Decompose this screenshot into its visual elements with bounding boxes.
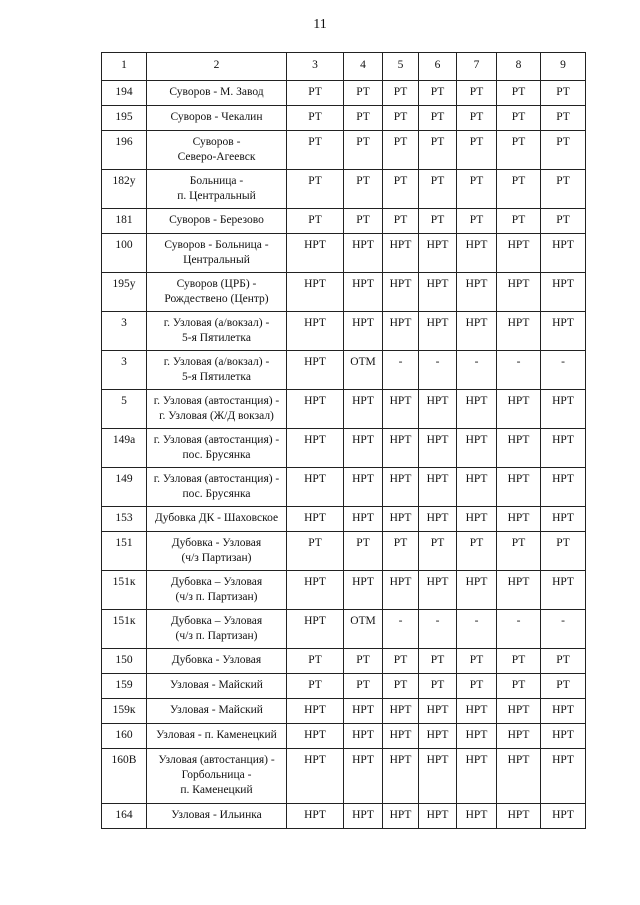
status-cell: НРТ [287,312,344,351]
route-name: Дубовка - Узловая (ч/з Партизан) [147,532,287,571]
status-cell: ОТМ [344,351,383,390]
status-cell: РТ [383,209,419,234]
status-cell: - [383,351,419,390]
status-cell: НРТ [287,749,344,804]
status-cell: НРТ [287,468,344,507]
status-cell: РТ [344,106,383,131]
table-row [102,468,586,507]
status-cell: НРТ [457,429,497,468]
table-row [102,804,586,829]
route-name: Суворов - Северо-Агеевск [147,131,287,170]
status-cell: РТ [344,649,383,674]
status-cell: РТ [383,649,419,674]
status-cell: НРТ [457,699,497,724]
route-number: 159к [102,699,147,724]
status-cell: НРТ [419,571,457,610]
status-cell: РТ [287,674,344,699]
status-cell: НРТ [383,429,419,468]
status-cell: НРТ [457,749,497,804]
status-cell: РТ [457,649,497,674]
route-name: Суворов - Березово [147,209,287,234]
status-cell: НРТ [457,468,497,507]
route-name: г. Узловая (автостанция) - пос. Брусянка [147,429,287,468]
status-cell: НРТ [497,468,541,507]
status-cell: НРТ [457,571,497,610]
route-name: г. Узловая (а/вокзал) - 5-я Пятилетка [147,351,287,390]
status-cell: НРТ [287,429,344,468]
status-cell: НРТ [344,507,383,532]
status-cell: НРТ [497,699,541,724]
route-name: г. Узловая (а/вокзал) - 5-я Пятилетка [147,312,287,351]
status-cell: НРТ [344,312,383,351]
status-cell: РТ [497,106,541,131]
status-cell: РТ [457,81,497,106]
status-cell: - [419,351,457,390]
status-cell: РТ [419,674,457,699]
status-cell: НРТ [419,468,457,507]
status-cell: НРТ [383,507,419,532]
status-cell: НРТ [457,804,497,829]
status-cell: НРТ [541,234,586,273]
status-cell: НРТ [419,804,457,829]
status-cell: НРТ [344,724,383,749]
status-cell: НРТ [419,312,457,351]
status-cell: НРТ [541,804,586,829]
status-cell: НРТ [383,390,419,429]
status-cell: РТ [344,81,383,106]
status-cell: НРТ [287,804,344,829]
status-cell: РТ [344,532,383,571]
status-cell: НРТ [287,610,344,649]
status-cell: НРТ [457,724,497,749]
status-cell: - [541,351,586,390]
status-cell: НРТ [287,234,344,273]
status-cell: РТ [383,532,419,571]
column-header-8: 8 [497,53,541,81]
route-number: 181 [102,209,147,234]
status-cell: НРТ [541,571,586,610]
table-row [102,234,586,273]
status-cell: РТ [287,649,344,674]
status-cell: РТ [497,532,541,571]
table-row [102,106,586,131]
status-cell: НРТ [383,571,419,610]
status-cell: НРТ [541,699,586,724]
table-row [102,507,586,532]
column-header-4: 4 [344,53,383,81]
status-cell: НРТ [287,273,344,312]
status-cell: НРТ [419,749,457,804]
status-cell: НРТ [541,312,586,351]
table-row [102,724,586,749]
status-cell: НРТ [383,724,419,749]
status-cell: НРТ [497,724,541,749]
status-cell: НРТ [383,312,419,351]
status-cell: РТ [344,131,383,170]
status-cell: РТ [419,131,457,170]
status-cell: - [419,610,457,649]
status-cell: НРТ [457,312,497,351]
status-cell: НРТ [497,390,541,429]
status-cell: РТ [419,209,457,234]
status-cell: РТ [419,106,457,131]
table-row [102,610,586,649]
status-cell: РТ [541,649,586,674]
status-cell: РТ [457,674,497,699]
column-header-3: 3 [287,53,344,81]
status-cell: - [457,351,497,390]
column-header-2: 2 [147,53,287,81]
route-name: г. Узловая (автостанция) - г. Узловая (Ж/Д вокзал) [147,390,287,429]
status-cell: НРТ [497,429,541,468]
status-cell: НРТ [419,234,457,273]
status-cell: РТ [344,674,383,699]
status-cell: НРТ [344,273,383,312]
status-cell: РТ [383,131,419,170]
status-cell: НРТ [457,234,497,273]
status-cell: ОТМ [344,610,383,649]
status-cell: НРТ [383,468,419,507]
status-cell: НРТ [287,699,344,724]
route-number: 151к [102,571,147,610]
table-row [102,81,586,106]
status-cell: НРТ [457,390,497,429]
status-cell: НРТ [497,749,541,804]
status-cell: НРТ [287,507,344,532]
status-cell: РТ [457,106,497,131]
route-name: Дубовка ДК - Шаховское [147,507,287,532]
status-cell: РТ [541,209,586,234]
status-cell: НРТ [541,273,586,312]
status-cell: РТ [457,170,497,209]
status-cell: РТ [541,170,586,209]
route-name: Узловая - п. Каменецкий [147,724,287,749]
status-cell: РТ [541,532,586,571]
status-cell: НРТ [419,724,457,749]
status-cell: РТ [287,532,344,571]
status-cell: НРТ [497,312,541,351]
status-cell: РТ [383,81,419,106]
status-cell: НРТ [419,390,457,429]
route-number: 149 [102,468,147,507]
status-cell: РТ [497,649,541,674]
route-number: 160 [102,724,147,749]
route-number: 153 [102,507,147,532]
status-cell: НРТ [344,390,383,429]
status-cell: НРТ [383,804,419,829]
status-cell: РТ [287,131,344,170]
status-cell: РТ [419,649,457,674]
column-header-6: 6 [419,53,457,81]
status-cell: РТ [287,209,344,234]
status-cell: РТ [541,674,586,699]
status-cell: РТ [287,106,344,131]
route-name: Суворов - М. Завод [147,81,287,106]
status-cell: НРТ [344,468,383,507]
status-cell: РТ [383,106,419,131]
status-cell: НРТ [419,699,457,724]
header-row [102,53,586,81]
table-row [102,649,586,674]
status-cell: РТ [344,209,383,234]
status-cell: - [497,610,541,649]
status-cell: - [541,610,586,649]
status-cell: НРТ [383,234,419,273]
status-cell: РТ [457,131,497,170]
status-cell: РТ [541,106,586,131]
route-name: г. Узловая (автостанция) - пос. Брусянка [147,468,287,507]
status-cell: РТ [287,81,344,106]
column-header-1: 1 [102,53,147,81]
status-cell: НРТ [287,724,344,749]
table-row [102,699,586,724]
table-row [102,390,586,429]
status-cell: НРТ [344,234,383,273]
status-cell: НРТ [344,804,383,829]
route-number: 3 [102,351,147,390]
table-row [102,749,586,804]
route-number: 194 [102,81,147,106]
column-header-9: 9 [541,53,586,81]
status-cell: РТ [344,170,383,209]
status-cell: НРТ [497,571,541,610]
status-cell: РТ [541,81,586,106]
page-number: 11 [313,17,327,32]
status-cell: НРТ [287,390,344,429]
status-cell: НРТ [541,507,586,532]
status-cell: НРТ [541,390,586,429]
route-number: 151 [102,532,147,571]
route-name: Узловая - Ильинка [147,804,287,829]
status-cell: - [497,351,541,390]
route-number: 5 [102,390,147,429]
route-number: 100 [102,234,147,273]
route-name: Узловая (автостанция) - Горбольница - п. Каменецкий [147,749,287,804]
route-name: Больница - п. Центральный [147,170,287,209]
status-cell: РТ [497,209,541,234]
table-row [102,532,586,571]
table-row [102,170,586,209]
status-cell: НРТ [541,468,586,507]
status-cell: - [383,610,419,649]
status-cell: НРТ [344,699,383,724]
column-header-5: 5 [383,53,419,81]
status-cell: РТ [383,674,419,699]
status-cell: НРТ [419,273,457,312]
route-number: 151к [102,610,147,649]
status-cell: НРТ [383,699,419,724]
status-cell: РТ [419,170,457,209]
column-header-7: 7 [457,53,497,81]
table-row [102,209,586,234]
status-cell: РТ [457,532,497,571]
status-cell: РТ [419,81,457,106]
status-cell: НРТ [497,507,541,532]
route-name: Суворов - Чекалин [147,106,287,131]
route-number: 149а [102,429,147,468]
status-cell: НРТ [383,273,419,312]
status-cell: РТ [419,532,457,571]
status-cell: НРТ [344,429,383,468]
route-name: Дубовка - Узловая [147,649,287,674]
table-row [102,312,586,351]
status-cell: НРТ [541,724,586,749]
status-cell: НРТ [457,507,497,532]
status-cell: НРТ [287,351,344,390]
table-row [102,571,586,610]
route-name: Узловая - Майский [147,699,287,724]
route-number: 160В [102,749,147,804]
table-row [102,351,586,390]
status-cell: РТ [497,170,541,209]
route-number: 182у [102,170,147,209]
route-name: Суворов - Больница - Центральный [147,234,287,273]
status-cell: РТ [541,131,586,170]
status-cell: РТ [287,170,344,209]
route-number: 196 [102,131,147,170]
route-name: Дубовка – Узловая (ч/з п. Партизан) [147,571,287,610]
route-name: Дубовка – Узловая (ч/з п. Партизан) [147,610,287,649]
status-cell: НРТ [497,273,541,312]
status-cell: РТ [497,674,541,699]
route-number: 195у [102,273,147,312]
route-number: 150 [102,649,147,674]
table-row [102,273,586,312]
status-cell: НРТ [344,749,383,804]
status-cell: РТ [457,209,497,234]
status-cell: НРТ [457,273,497,312]
status-cell: РТ [497,81,541,106]
route-number: 195 [102,106,147,131]
status-cell: НРТ [497,804,541,829]
route-name: Суворов (ЦРБ) - Рождествено (Центр) [147,273,287,312]
routes-table [101,52,586,829]
table-row [102,674,586,699]
route-number: 159 [102,674,147,699]
status-cell: НРТ [419,507,457,532]
route-number: 164 [102,804,147,829]
status-cell: НРТ [287,571,344,610]
status-cell: НРТ [541,429,586,468]
status-cell: НРТ [383,749,419,804]
route-name: Узловая - Майский [147,674,287,699]
status-cell: НРТ [497,234,541,273]
status-cell: РТ [497,131,541,170]
status-cell: НРТ [541,749,586,804]
status-cell: - [457,610,497,649]
status-cell: НРТ [344,571,383,610]
table-row [102,429,586,468]
route-number: 3 [102,312,147,351]
status-cell: РТ [383,170,419,209]
table-row [102,131,586,170]
status-cell: НРТ [419,429,457,468]
